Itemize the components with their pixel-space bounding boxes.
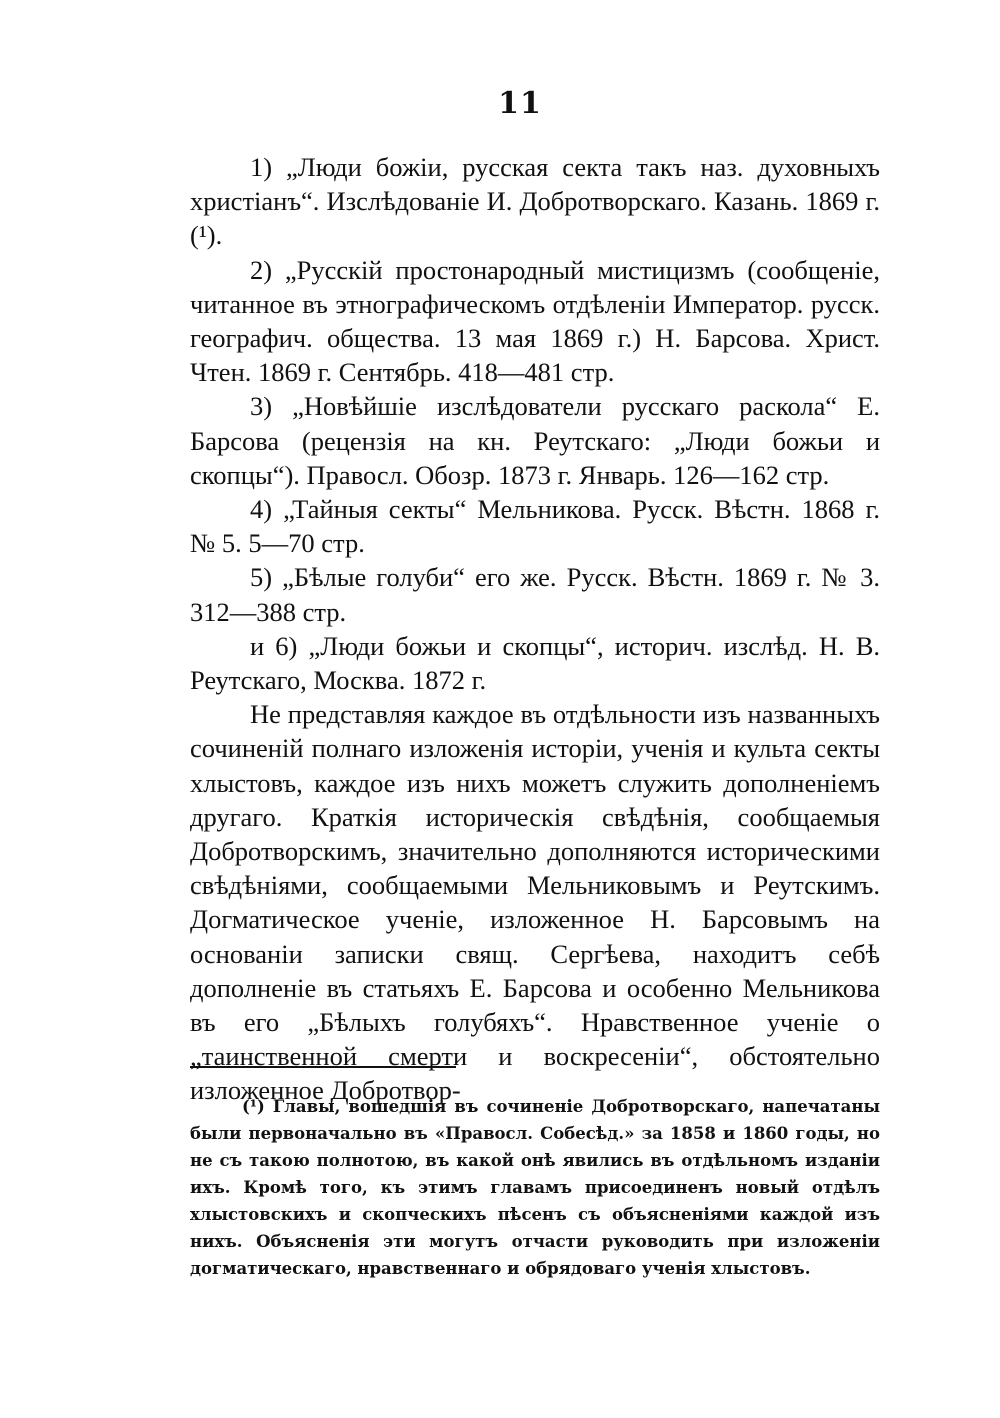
bibliography-item-6: и 6) „Люди божьи и скопцы“, историч. изслѣд. Н. В. Реутскаго, Москва. 1872 г. — [190, 630, 880, 696]
footnote-divider — [190, 1066, 456, 1068]
bibliography-item-5: 5) „Бѣлые голуби“ его же. Русск. Вѣстн. 1869 г. № 3. 312—388 стр. — [190, 562, 880, 627]
bibliography-item-4: 4) „Тайныя секты“ Мельникова. Русск. Вѣстн. 1868 г. № 5. 5—70 стр. — [190, 494, 880, 559]
bibliography-item-3: 3) „Новѣйшіе изслѣдователи русскаго раскола“ Е. Барсова (рецензія на кн. Реутскаго: „Люди божьи и скопцы“). Правосл. Обозр. 1873 г. Январь. 126—162 стр. — [190, 391, 880, 490]
main-text — [190, 150, 880, 1108]
page-number: 11 — [498, 86, 542, 121]
footnote: (¹) Главы, вошедшія въ сочиненіе Добротворскаго, напечатаны были первоначально въ «Правосл. Собесѣд.» за 1858 и 1860 годы, но не съ такою полнотою, въ какой онѣ явились въ отдѣльномъ изданіи ихъ. Кромѣ того, къ этимъ главамъ присоединенъ новый отдѣлъ хлыстовскихъ и скопческихъ пѣсенъ съ объясненіями каждой изъ нихъ. Объясненія эти могутъ отчасти руководить при изложеніи догматическаго, нравственнаго и обрядоваго ученія хлыстовъ. — [190, 1097, 880, 1278]
bibliography-item-2: 2) „Русскій простонародный мистицизмъ (сообщеніе, читанное въ этнографическомъ отдѣленіи Император. русск. географич. общества. 13 мая 1869 г.) Н. Барсова. Христ. Чтен. 1869 г. Сентябрь. 418—481 стр. — [190, 254, 880, 388]
bibliography-item-1: 1) „Люди божіи, русская секта такъ наз. духовныхъ христіанъ“. Изслѣдованіе И. Добротворскаго. Казань. 1869 г. (¹). — [190, 152, 880, 251]
body-paragraph: Не представляя каждое въ отдѣльности изъ названныхъ сочиненій полнаго изложенія исторіи, ученія и культа секты хлыстовъ, каждое изъ нихъ можетъ служить дополненіемъ другаго. Краткія историческія свѣдѣнія, сообщаемыя Добротворскимъ, значительно дополняются историческими свѣдѣніями, сообщаемыми Мельниковымъ и Реутскимъ. Догматическое ученіе, изложенное Н. Барсовымъ на основаніи записки свящ. Сергѣева, находитъ себѣ дополненіе въ статьяхъ Е. Барсова и особенно Мельникова въ его „Бѣлыхъ голубяхъ“. Нравственное ученіе о „таинственной смерти и воскресеніи“, обстоятельно изложенное Добротвор- — [190, 699, 880, 1106]
